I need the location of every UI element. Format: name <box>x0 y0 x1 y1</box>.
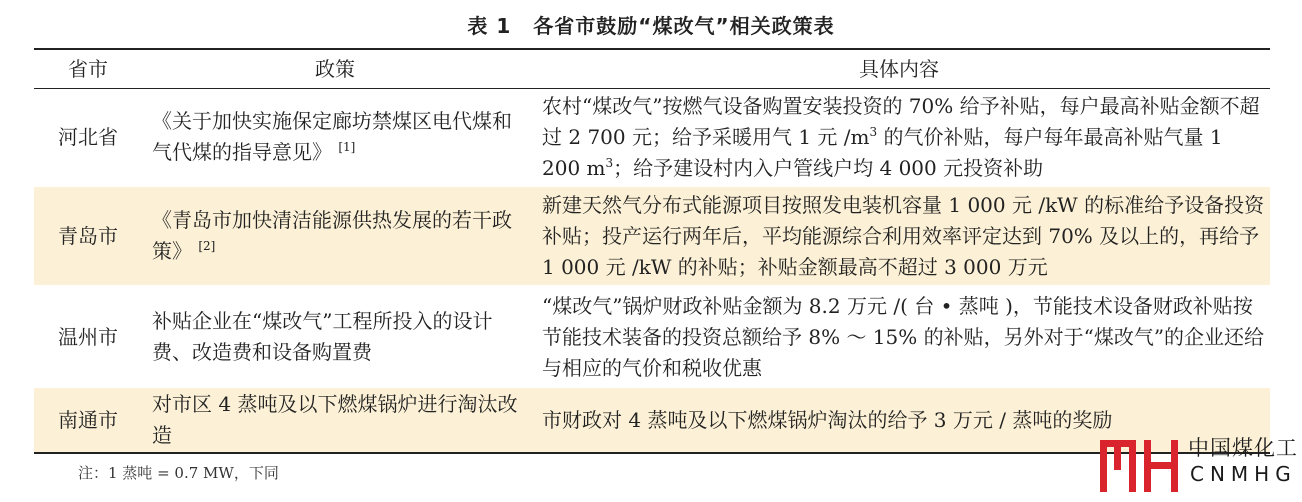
cell-province <box>34 288 142 386</box>
policy-text: 《关于加快实施保定廊坊禁煤区电代煤和气代煤的指导意见》 <box>152 109 512 164</box>
content-text: 农村“煤改气”按燃气设备购置安装投资的 70% 给予补贴，每户最高补贴金额不超过 2 700 元；给予采暖用气 1 元 /m <box>542 93 1260 149</box>
bottom-rule <box>34 452 1270 454</box>
cell-content <box>542 89 1266 185</box>
content-text: 市财政对 4 蒸吨及以下燃煤锅炉淘汰的给予 3 万元 / 蒸吨的奖励 <box>542 407 1113 432</box>
cell-policy <box>152 288 520 386</box>
table-title: 各省市鼓励“煤改气”相关政策表 <box>533 14 835 38</box>
province-name: 青岛市 <box>58 223 118 248</box>
watermark-logo <box>1098 432 1302 498</box>
table-row-wenzhou <box>34 288 1270 386</box>
cell-province <box>34 89 142 185</box>
policy-text: 对市区 4 蒸吨及以下燃煤锅炉进行淘汰改造 <box>152 392 518 447</box>
content-text: 的气价补贴，每户每年最高补贴气量 1 200 m <box>542 124 1223 180</box>
province-name: 温州市 <box>58 324 118 349</box>
policy-reference: [1] <box>338 140 356 154</box>
table-note: 注：1 蒸吨 = 0.7 MW，下同 <box>78 464 279 482</box>
province-name: 南通市 <box>58 407 118 432</box>
superscript-3: 3 <box>869 124 878 139</box>
cell-policy <box>152 187 520 285</box>
table-row-hebei <box>34 89 1270 185</box>
cnmhg-logo-icon <box>1098 432 1184 498</box>
header-content: 具体内容 <box>859 57 939 81</box>
cell-content <box>542 288 1266 386</box>
content-text: “煤改气”锅炉财政补贴金额为 8.2 万元 /( 台 • 蒸吨 )，节能技术设备财政补贴按节能技术装备的投资总额给予 8% ～ 15% 的补贴，另外对于“煤改气”的企业还给与相应的气价和税收优惠 <box>542 293 1265 380</box>
watermark-name-cn: 中国煤化工 <box>1188 436 1298 460</box>
table-number: 表 1 <box>467 14 512 38</box>
watermark-name-en: CNMHG <box>1190 462 1297 486</box>
cell-policy <box>152 89 520 185</box>
table-row-qingdao <box>34 187 1270 285</box>
policy-text: 《青岛市加快清洁能源供热发展的若干政策》 <box>152 208 512 263</box>
cell-province <box>34 187 142 285</box>
header-policy: 政策 <box>315 57 355 81</box>
content-text: ；给予建设村内入户管线户均 4 000 元投资补助 <box>613 155 1044 180</box>
policy-reference: [2] <box>198 239 216 253</box>
province-name: 河北省 <box>58 124 118 149</box>
cell-policy <box>152 388 520 452</box>
cell-province <box>34 388 142 452</box>
policy-text: 补贴企业在“煤改气”工程所投入的设计费、改造费和设备购置费 <box>152 309 493 364</box>
table-caption <box>0 10 1302 39</box>
superscript-3: 3 <box>605 155 614 170</box>
header-province: 省市 <box>68 57 108 81</box>
content-text: 新建天然气分布式能源项目按照发电装机容量 1 000 元 /kW 的标准给予设备投资补贴；投产运行两年后，平均能源综合利用效率评定达到 70% 及以上的，再给予 1 000 元 /kW 的补贴；补贴金额最高不超过 3 000 万元 <box>542 192 1265 279</box>
cell-content <box>542 187 1266 285</box>
table-row-nantong <box>34 388 1270 452</box>
